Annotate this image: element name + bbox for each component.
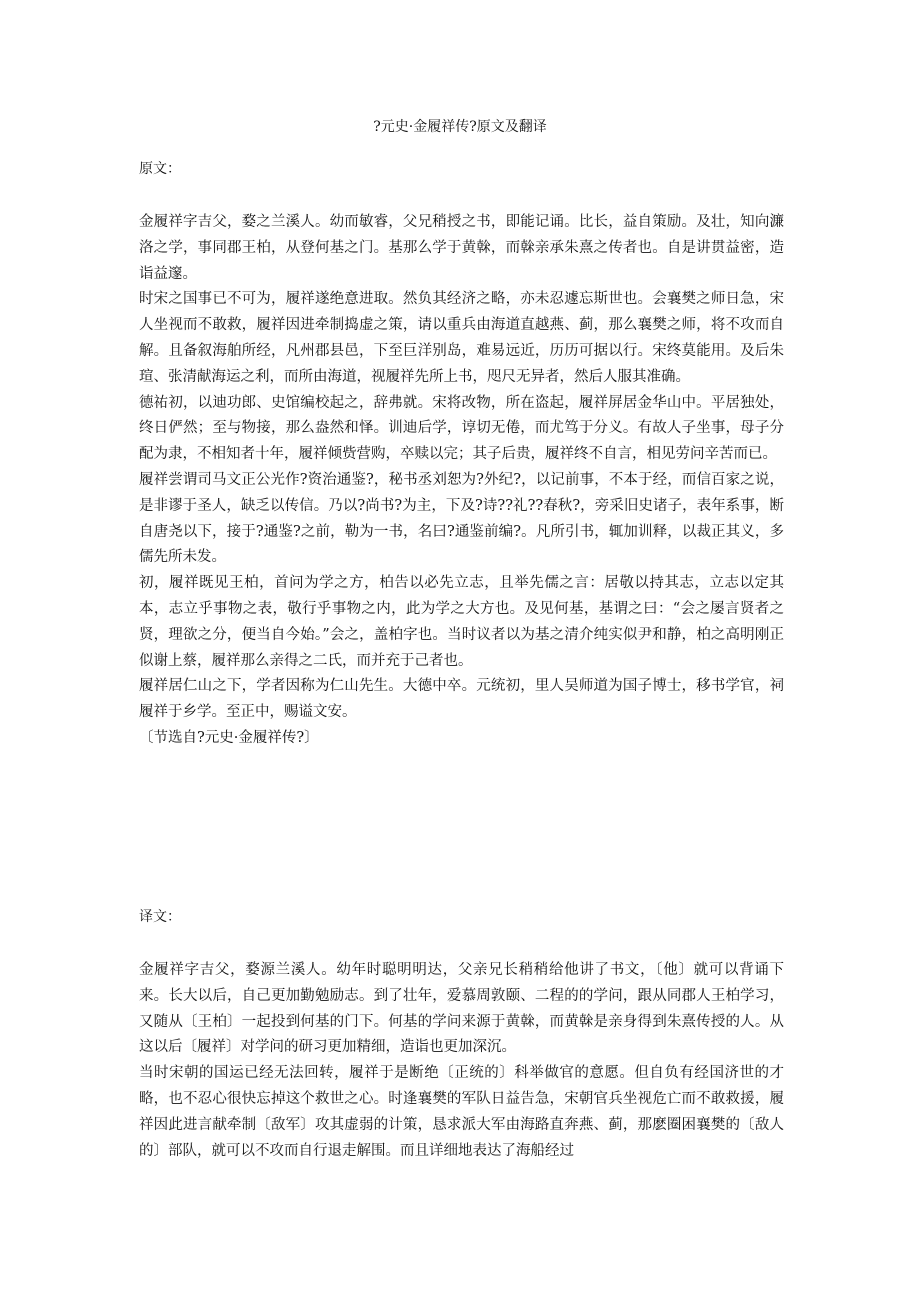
original-paragraph: 履祥尝谓司马文正公光作?资治通鉴?，秘书丞刘恕为?外纪?，以记前事，不本于经，而信百家之说，是非谬于圣人，缺乏以传信。乃以?尚书?为主，下及?诗??礼??春秋?，旁采旧史诸子，表年系事，断自唐尧以下，接于?通鉴?之前，勒为一书，名曰?通鉴前编?。凡所引书，辄加训释，以裁正其义，多儒先所未发。 (139, 471, 784, 566)
translation-paragraph: 金履祥字吉父，婺源兰溪人。幼年时聪明明达，父亲兄长稍稍给他讲了书文，〔他〕就可以背诵下来。长大以后，自己更加勤勉励志。到了壮年，爱慕周敦颐、二程的的学问，跟从同郡人王柏学习，又随从〔王柏〕一起投到何基的门下。何基的学问来源于黄榦，而黄榦是亲身得到朱熹传授的人。从这以后〔履祥〕对学问的研习更加精细，造诣也更加深沉。 (139, 962, 784, 1056)
original-paragraph: 时宋之国事已不可为，履祥遂绝意进取。然负其经济之略，亦未忍遽忘斯世也。会襄樊之师日急，宋人坐视而不敢救，履祥因进牵制捣虚之策，请以重兵由海道直越燕、蓟，那么襄樊之师，将不攻而自解。且备叙海舶所经，凡州郡县邑，下至巨洋别岛，难易远近，历历可据以行。宋终莫能用。及后朱瑄、张清献海运之利，而所由海道，视履祥先所上书，咫尺无异者，然后人服其准确。 (139, 291, 784, 385)
document-title: ?元史·金履祥传?原文及翻译 (373, 119, 547, 135)
translation-body (139, 958, 784, 1164)
source-citation: 〔节选自?元史·金履祥传?〕 (139, 729, 319, 746)
original-paragraph: 履祥居仁山之下，学者因称为仁山先生。大德中卒。元统初，里人吴师道为国子博士，移书学官，祠履祥于乡学。至正中，赐谥文安。 (139, 678, 784, 721)
original-paragraph: 德祐初，以迪功郎、史馆编校起之，辞弗就。宋将改物，所在盗起，履祥屏居金华山中。平居独处，终日俨然；至与物接，那么盎然和怿。训迪后学，谆切无倦，而尤笃于分义。有故人子坐事，母子分配为隶，不相知者十年，履祥倾赀营购，卒赎以完；其子后贵，履祥终不自言，相见劳问辛苦而已。 (139, 394, 784, 463)
original-text-label: 原文： (139, 161, 181, 177)
original-text-body (139, 210, 784, 752)
translation-paragraph: 当时宋朝的国运已经无法回转，履祥于是断绝〔正统的〕科举做官的意愿。但自负有经国济世的才略，也不忍心很快忘掉这个救世之心。时逢襄樊的军队日益告急，宋朝官兵坐视危亡而不敢救援，履祥因此进言献牵制〔敌军〕攻其虚弱的计策，恳求派大军由海路直奔燕、蓟，那麽圈困襄樊的〔敌人的〕部队，就可以不攻而自行退走解围。而且详细地表达了海船经过 (139, 1065, 784, 1159)
original-paragraph: 金履祥字吉父，婺之兰溪人。幼而敏睿，父兄稍授之书，即能记诵。比长，益自策励。及壮，知向濂洛之学，事同郡王柏，从登何基之门。基那么学于黄榦，而榦亲承朱熹之传者也。自是讲贯益密，造诣益邃。 (139, 214, 784, 282)
original-paragraph: 初，履祥既见王柏，首问为学之方，柏告以必先立志，且举先儒之言：居敬以持其志，立志以定其本，志立乎事物之表，敬行乎事物之内，此为学之大方也。及见何基，基谓之曰：“会之屡言贤者之贤，理欲之分，便当自今始。”会之，盖柏字也。当时议者以为基之清介纯实似尹和静，柏之高明刚正似谢上蔡，履祥那么亲得之二氏，而并充于己者也。 (139, 575, 784, 669)
translation-label: 译文： (139, 909, 181, 925)
